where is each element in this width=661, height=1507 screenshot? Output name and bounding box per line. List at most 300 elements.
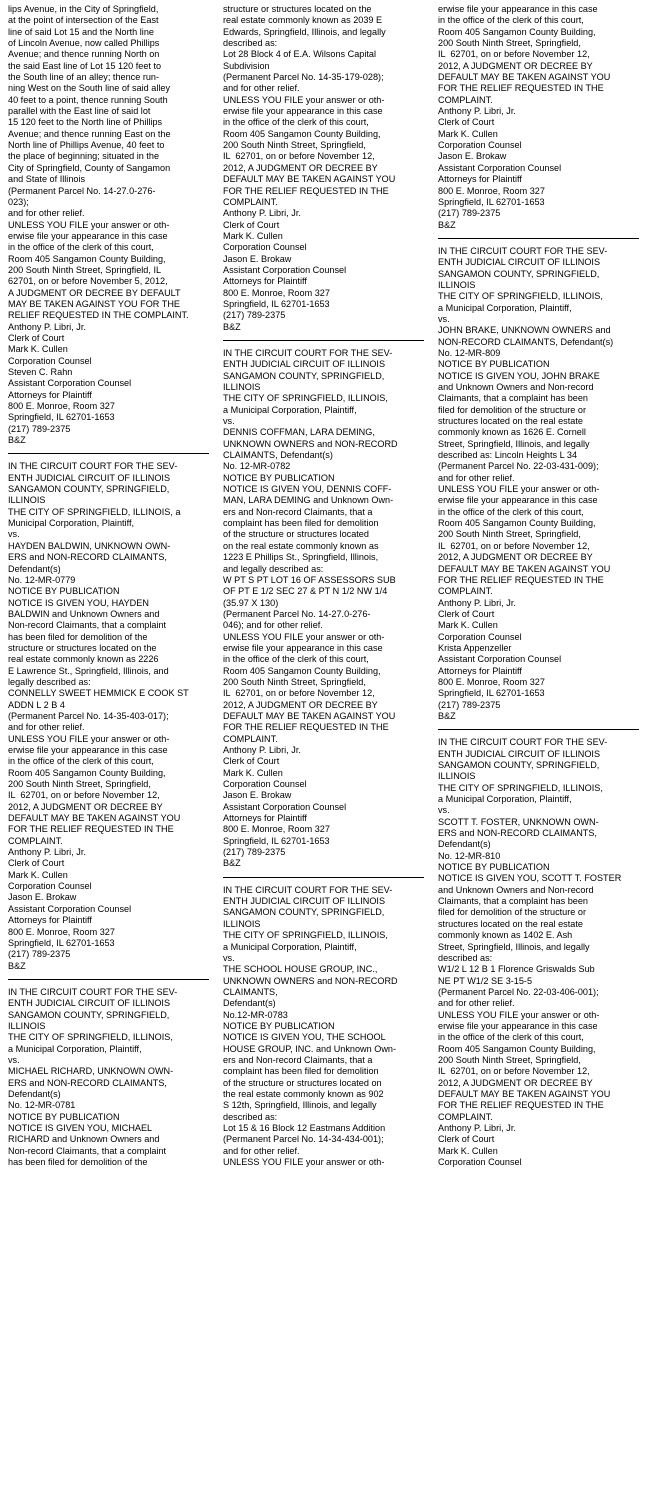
- notice-line: Room 405 Sangamon County Building,: [8, 767, 166, 778]
- notice-line: commonly known as 1402 E. Ash: [438, 930, 573, 941]
- notice-line: NOTICE IS GIVEN YOU, SCOTT T. FOSTER: [438, 873, 622, 884]
- notice-line: Corporation Counsel: [223, 779, 307, 790]
- notice-line: Attorneys for Plaintiff: [223, 813, 307, 824]
- notice-line: 200 South Ninth Street, Springfield, IL: [8, 264, 162, 275]
- notice-line: NON-RECORD CLAIMANTS, Defendant(s): [438, 336, 614, 347]
- notice-line: structures located on the real estate: [438, 918, 583, 929]
- notice-line: complaint has been filed for demolition: [223, 1066, 379, 1077]
- notice-line: ERS and NON-RECORD CLAIMANTS,: [8, 552, 167, 563]
- notice-line: COMPLAINT.: [438, 586, 493, 597]
- notice-line: Attorneys for Plaintiff: [8, 389, 92, 400]
- notice-line: Defendant(s): [8, 1088, 61, 1099]
- notice-line: Springfield, IL 62701-1653: [438, 196, 545, 207]
- notice-line: No. 12-MR-0782: [223, 461, 291, 472]
- notice-line: SCOTT T. FOSTER, UNKNOWN OWN-: [438, 816, 599, 827]
- notice-line: Street, Springfield, Illinois, and legally: [438, 941, 590, 952]
- notice-line: and for other relief.: [8, 208, 85, 219]
- notice-line: Jason E. Brokaw: [438, 151, 507, 162]
- legal-notice: [438, 246, 639, 722]
- notice-line: 046); and for other relief.: [223, 620, 323, 631]
- notice-line: 800 E. Monroe, Room 327: [223, 824, 330, 835]
- notice-line: Lot 15 & 16 Block 12 Eastmans Addition: [223, 1123, 386, 1133]
- notice-line: Attorneys for Plaintiff: [223, 276, 307, 287]
- notice-line: Clerk of Court: [438, 1134, 495, 1145]
- notice-line: No. 12-MR-809: [438, 347, 501, 358]
- notice-line: COMPLAINT.: [223, 733, 278, 744]
- notice-line: erwise file your appearance in this case: [223, 106, 383, 117]
- notice-line: UNLESS YOU FILE your answer or oth-: [8, 733, 170, 744]
- notice-line: in the office of the clerk of this court,: [438, 1032, 584, 1043]
- notice-line: Assistant Corporation Counsel: [8, 903, 132, 914]
- notice-line: Assistant Corporation Counsel: [438, 654, 562, 665]
- notice-line: line of said Lot 15 and the North line: [8, 26, 154, 37]
- notice-line: THE CITY OF SPRINGFIELD, ILLINOIS,: [438, 782, 603, 793]
- notice-line: IL 62701, on or before November 12,: [438, 1066, 590, 1077]
- notice-line: ILLINOIS: [223, 382, 261, 392]
- notice-line: THE CITY OF SPRINGFIELD, ILLINOIS,: [8, 1032, 173, 1043]
- notice-line: NE PT W1/2 SE 3-15-5: [438, 975, 533, 986]
- notice-line: Springfield, IL 62701-1653: [223, 298, 330, 309]
- notice-line: RICHARD and Unknown Owners and: [8, 1134, 160, 1145]
- notice-line: 15 120 feet to the North line of Phillips: [8, 117, 163, 128]
- notice-line: HAYDEN BALDWIN, UNKNOWN OWN-: [8, 540, 171, 551]
- notice-line: Springfield, IL 62701-1653: [8, 937, 115, 948]
- notice-line: Lot 28 Block 4 of E.A. Wilsons Capital: [223, 49, 377, 60]
- notice-line: and for other relief.: [438, 472, 515, 483]
- notice-line: Subdivision: [223, 60, 270, 71]
- notice-line: Mark K. Cullen: [8, 344, 68, 355]
- notice-column: [223, 4, 424, 1503]
- notice-line: Anthony P. Libri, Jr.: [438, 1123, 516, 1133]
- notice-line: Mark K. Cullen: [438, 620, 498, 631]
- notice-line: Clerk of Court: [8, 858, 65, 869]
- notice-line: 200 South Ninth Street, Springfield,: [8, 779, 151, 790]
- notice-line: DEFAULT MAY BE TAKEN AGAINST YOU: [223, 710, 396, 721]
- notice-line: lips Avenue, in the City of Springfield,: [8, 4, 159, 14]
- notice-line: in the office of the clerk of this court,: [223, 654, 369, 665]
- notice-divider: [438, 729, 639, 730]
- notice-line: DEFAULT MAY BE TAKEN AGAINST YOU: [438, 1088, 611, 1099]
- notice-line: 200 South Ninth Street, Springfield,: [438, 529, 581, 540]
- notice-line: IL 62701, on or before November 12,: [223, 688, 375, 699]
- notice-line: ning West on the South line of said alley: [8, 83, 171, 94]
- notice-line: Clerk of Court: [438, 608, 495, 619]
- notice-line: Mark K. Cullen: [223, 230, 283, 241]
- notice-line: THE CITY OF SPRINGFIELD, ILLINOIS, a: [8, 506, 181, 517]
- notice-line: ILLINOIS: [8, 1020, 46, 1031]
- notice-line: B&Z: [223, 321, 241, 332]
- notice-line: ENTH JUDICIAL CIRCUIT OF ILLINOIS: [223, 359, 386, 370]
- notice-line: FOR THE RELIEF REQUESTED IN THE: [438, 1100, 604, 1111]
- notice-line: erwise file your appearance in this case: [438, 4, 598, 14]
- notice-line: UNLESS YOU FILE your answer or oth-: [223, 94, 385, 105]
- notice-line: Assistant Corporation Counsel: [223, 801, 347, 812]
- notice-line: Steven C. Rahn: [8, 367, 73, 377]
- notice-line: ers and Non-record Claimants, that a: [223, 1054, 373, 1065]
- notice-line: UNKNOWN OWNERS and NON-RECORD: [223, 975, 398, 986]
- notice-line: SANGAMON COUNTY, SPRINGFIELD,: [438, 760, 600, 770]
- notice-line: Non-record Claimants, that a complaint: [8, 1145, 167, 1156]
- notice-line: real estate commonly known as 2039 E: [223, 15, 383, 26]
- notice-line: described as: Lincoln Heights L 34: [438, 450, 578, 461]
- notice-line: ERS and NON-RECORD CLAIMANTS,: [438, 828, 597, 839]
- notice-line: NOTICE IS GIVEN YOU, JOHN BRAKE: [438, 370, 600, 381]
- notice-line: 2012, A JUDGMENT OR DECREE BY: [223, 162, 378, 173]
- notice-line: Municipal Corporation, Plaintiff,: [8, 518, 135, 529]
- notice-line: FOR THE RELIEF REQUESTED IN THE: [8, 824, 174, 835]
- notice-line: DEFAULT MAY BE TAKEN AGAINST YOU: [223, 174, 396, 185]
- notice-line: Clerk of Court: [223, 756, 280, 767]
- notice-line: (Permanent Parcel No. 22-03-431-009);: [438, 461, 599, 472]
- notice-line: Defendant(s): [223, 998, 276, 1009]
- notice-line: FOR THE RELIEF REQUESTED IN THE: [438, 83, 604, 94]
- notice-line: CONNELLY SWEET HEMMICK E COOK ST: [8, 688, 189, 699]
- notice-line: structure or structures located on the: [223, 4, 372, 14]
- notice-line: NOTICE BY PUBLICATION: [223, 1020, 335, 1031]
- notice-line: THE SCHOOL HOUSE GROUP, INC.,: [223, 964, 378, 975]
- notice-line: 2012, A JUDGMENT OR DECREE BY: [438, 552, 593, 563]
- notice-line: Springfield, IL 62701-1653: [223, 835, 330, 846]
- notice-line: (Permanent Parcel No. 14-27.0-276-: [223, 608, 371, 619]
- notice-divider: [8, 453, 209, 454]
- notice-line: JOHN BRAKE, UNKNOWN OWNERS and: [438, 325, 611, 336]
- notice-line: the said East line of Lot 15 120 feet to: [8, 60, 162, 71]
- notice-line: A JUDGMENT OR DECREE BY DEFAULT: [8, 287, 181, 298]
- notice-line: FOR THE RELIEF REQUESTED IN THE: [223, 722, 389, 733]
- notice-line: NOTICE BY PUBLICATION: [8, 1111, 120, 1122]
- notice-line: Anthony P. Libri, Jr.: [8, 847, 86, 858]
- notice-line: 2012, A JUDGMENT OR DECREE BY: [438, 60, 593, 71]
- legal-notice: [8, 987, 209, 1169]
- notice-line: a Municipal Corporation, Plaintiff,: [8, 1043, 142, 1054]
- notice-line: erwise file your appearance in this case: [223, 642, 383, 653]
- notice-line: UNKNOWN OWNERS and NON-RECORD: [223, 438, 398, 449]
- notice-line: vs.: [438, 805, 450, 816]
- notice-line: at the point of intersection of the East: [8, 15, 159, 26]
- notice-line: Room 405 Sangamon County Building,: [223, 665, 381, 676]
- legal-notice: [8, 461, 209, 971]
- notice-line: COMPLAINT.: [438, 1111, 493, 1122]
- notice-line: IN THE CIRCUIT COURT FOR THE SEV-: [223, 347, 393, 358]
- notice-line: Street, Springfield, Illinois, and legally: [438, 438, 590, 449]
- notice-line: 40 feet to a point, thence running South: [8, 94, 168, 105]
- notice-line: ers and Non-record Claimants, that a: [223, 506, 373, 517]
- notice-line: 2012, A JUDGMENT OR DECREE BY: [8, 801, 163, 812]
- notice-line: B&Z: [223, 858, 241, 869]
- legal-notice-continuation: [8, 4, 209, 446]
- notice-line: the South line of an alley; thence run-: [8, 72, 160, 83]
- notice-line: IN THE CIRCUIT COURT FOR THE SEV-: [223, 884, 393, 895]
- notice-line: parallel with the East line of said lot: [8, 106, 151, 117]
- notice-line: E Lawrence St., Springfield, Illinois, and: [8, 665, 169, 676]
- notice-line: COMPLAINT.: [438, 94, 493, 105]
- notice-line: (Permanent Parcel No. 14-35-179-028);: [223, 72, 384, 83]
- notice-line: described as:: [223, 38, 278, 49]
- legal-notice: [223, 348, 424, 870]
- notice-line: has been filed for demolition of the: [8, 631, 148, 642]
- notice-line: real estate commonly known as 2226: [8, 654, 159, 665]
- notice-line: vs.: [223, 416, 235, 427]
- notice-line: 2012, A JUDGMENT OR DECREE BY: [438, 1077, 593, 1088]
- notice-line: has been filed for demolition of the: [8, 1157, 148, 1168]
- notice-line: NOTICE IS GIVEN YOU, DENNIS COFF-: [223, 484, 392, 495]
- notice-line: ERS and NON-RECORD CLAIMANTS,: [8, 1077, 167, 1088]
- notice-line: Jason E. Brokaw: [223, 253, 292, 264]
- notice-line: and for other relief.: [223, 1145, 300, 1156]
- notice-line: THE CITY OF SPRINGFIELD, ILLINOIS,: [223, 930, 388, 941]
- notice-line: COMPLAINT.: [223, 196, 278, 207]
- notice-line: W1/2 L 12 B 1 Florence Griswalds Sub: [438, 964, 595, 975]
- notice-line: legally described as:: [8, 676, 91, 687]
- notice-line: ENTH JUDICIAL CIRCUIT OF ILLINOIS: [8, 998, 171, 1009]
- notice-line: Corporation Counsel: [438, 631, 522, 642]
- notice-line: IL 62701, on or before November 12,: [438, 49, 590, 60]
- notice-line: IL 62701, on or before November 12,: [8, 790, 160, 801]
- notice-line: and legally described as:: [223, 563, 324, 574]
- notice-line: IL 62701, on or before November 12,: [438, 540, 590, 551]
- notice-line: in the office of the clerk of this court,: [8, 242, 154, 253]
- notice-line: ILLINOIS: [8, 495, 46, 506]
- notice-line: (217) 789-2375: [8, 949, 71, 960]
- notice-line: 200 South Ninth Street, Springfield,: [223, 676, 366, 687]
- notice-line: Jason E. Brokaw: [223, 790, 292, 801]
- notice-line: vs.: [223, 952, 235, 963]
- notice-line: structures located on the real estate: [438, 416, 583, 427]
- notice-line: Mark K. Cullen: [8, 869, 68, 880]
- notice-line: SANGAMON COUNTY, SPRINGFIELD,: [8, 484, 170, 495]
- notice-line: NOTICE BY PUBLICATION: [223, 472, 335, 483]
- notice-divider: [438, 238, 639, 239]
- notice-line: DEFAULT MAY BE TAKEN AGAINST YOU: [438, 563, 611, 574]
- notice-line: No.12-MR-0783: [223, 1009, 288, 1020]
- notice-line: Room 405 Sangamon County Building,: [438, 1043, 596, 1054]
- notice-line: ENTH JUDICIAL CIRCUIT OF ILLINOIS: [438, 748, 601, 759]
- notice-line: 62701, on or before November 5, 2012,: [8, 276, 168, 287]
- notice-line: and Unknown Owners and Non-record: [438, 884, 594, 895]
- notice-line: NOTICE BY PUBLICATION: [438, 359, 550, 370]
- notice-line: (217) 789-2375: [223, 847, 286, 858]
- notice-line: 800 E. Monroe, Room 327: [438, 676, 545, 687]
- notice-line: UNLESS YOU FILE your answer or oth-: [438, 1009, 600, 1020]
- notice-line: No. 12-MR-810: [438, 850, 501, 861]
- notice-line: and for other relief.: [223, 83, 300, 94]
- notice-line: Avenue; and thence running East on the: [8, 128, 171, 139]
- notice-line: Assistant Corporation Counsel: [438, 162, 562, 173]
- notice-line: Corporation Counsel: [438, 1157, 522, 1168]
- notice-line: Defendant(s): [438, 839, 491, 850]
- notice-line: OF PT E 1/2 SEC 27 & PT N 1/2 NW 1/4: [223, 586, 388, 597]
- notice-line: NOTICE BY PUBLICATION: [438, 862, 550, 873]
- notice-line: in the office of the clerk of this court,: [438, 15, 584, 26]
- notice-line: filed for demolition of the structure or: [438, 907, 586, 918]
- notice-line: 200 South Ninth Street, Springfield,: [438, 38, 581, 49]
- notice-line: (Permanent Parcel No. 14-35-403-017);: [8, 710, 169, 721]
- notice-line: Claimants, that a complaint has been: [438, 896, 588, 907]
- notice-line: Defendant(s): [8, 563, 61, 574]
- notice-line: NOTICE IS GIVEN YOU, MICHAEL: [8, 1123, 153, 1133]
- notice-line: complaint has been filed for demolition: [223, 518, 379, 529]
- notice-line: DEFAULT MAY BE TAKEN AGAINST YOU: [438, 72, 611, 83]
- notice-line: IN THE CIRCUIT COURT FOR THE SEV-: [8, 986, 178, 997]
- notice-line: B&Z: [438, 219, 456, 230]
- notice-line: Mark K. Cullen: [438, 128, 498, 139]
- notice-line: ILLINOIS: [223, 918, 261, 929]
- notice-line: (Permanent Parcel No. 14-34-434-001);: [223, 1134, 384, 1145]
- notice-line: Anthony P. Libri, Jr.: [8, 321, 86, 332]
- notice-line: Clerk of Court: [8, 332, 65, 343]
- notice-line: City of Springfield, County of Sangamon: [8, 162, 171, 173]
- notice-line: in the office of the clerk of this court,: [223, 117, 369, 128]
- notice-line: and for other relief.: [438, 998, 515, 1009]
- notice-line: DEFAULT MAY BE TAKEN AGAINST YOU: [8, 813, 181, 824]
- notice-line: UNLESS YOU FILE your answer or oth-: [438, 484, 600, 495]
- notice-line: Corporation Counsel: [8, 881, 92, 892]
- notice-column: [8, 4, 209, 1503]
- notice-line: (217) 789-2375: [438, 208, 501, 219]
- notice-line: the place of beginning; situated in the: [8, 151, 160, 162]
- notice-line: 2012, A JUDGMENT OR DECREE BY: [223, 699, 378, 710]
- notice-line: FOR THE RELIEF REQUESTED IN THE: [223, 185, 389, 196]
- notice-line: Springfield, IL 62701-1653: [438, 688, 545, 699]
- notice-line: COMPLAINT.: [8, 835, 63, 846]
- notice-line: Attorneys for Plaintiff: [438, 174, 522, 185]
- notice-line: vs.: [8, 1054, 20, 1065]
- notice-line: Anthony P. Libri, Jr.: [438, 106, 516, 117]
- notice-line: DENNIS COFFMAN, LARA DEMING,: [223, 427, 375, 438]
- notice-line: SANGAMON COUNTY, SPRINGFIELD,: [8, 1009, 170, 1020]
- notice-line: NOTICE BY PUBLICATION: [8, 586, 120, 597]
- notice-line: ILLINOIS: [438, 771, 476, 782]
- notice-line: Assistant Corporation Counsel: [223, 264, 347, 275]
- notice-line: HOUSE GROUP, INC. and Unknown Own-: [223, 1043, 397, 1054]
- notice-line: Assistant Corporation Counsel: [8, 378, 132, 389]
- notice-line: Springfield, IL 62701-1653: [8, 412, 115, 423]
- notice-line: 800 E. Monroe, Room 327: [438, 185, 545, 196]
- notice-line: Clerk of Court: [438, 117, 495, 128]
- notice-line: Edwards, Springfield, Illinois, and legally: [223, 26, 386, 37]
- notice-line: CLAIMANTS, Defendant(s): [223, 450, 333, 461]
- notice-line: a Municipal Corporation, Plaintiff,: [223, 404, 357, 415]
- notice-line: Avenue; and thence running North on: [8, 49, 160, 60]
- notice-line: described as:: [223, 1111, 278, 1122]
- notice-line: Room 405 Sangamon County Building,: [438, 26, 596, 37]
- notice-line: (Permanent Parcel No. 14-27.0-276-: [8, 185, 156, 196]
- notice-line: in the office of the clerk of this court,: [438, 506, 584, 517]
- notice-line: ENTH JUDICIAL CIRCUIT OF ILLINOIS: [223, 896, 386, 907]
- notice-line: (217) 789-2375: [438, 699, 501, 710]
- notice-line: erwise file your appearance in this case: [8, 230, 168, 241]
- notice-line: 023);: [8, 196, 29, 207]
- notice-line: UNLESS YOU FILE your answer or oth-: [223, 631, 385, 642]
- notice-line: in the office of the clerk of this court,: [8, 756, 154, 767]
- notice-line: No. 12-MR-0781: [8, 1100, 76, 1111]
- notice-line: W PT S PT LOT 16 OF ASSESSORS SUB: [223, 574, 396, 585]
- notice-line: structure or structures located on the: [8, 642, 157, 653]
- notice-line: erwise file your appearance in this case: [438, 1020, 598, 1031]
- notice-line: MAY BE TAKEN AGAINST YOU FOR THE: [8, 298, 180, 309]
- notice-line: a Municipal Corporation, Plaintiff,: [438, 794, 572, 805]
- notice-line: Mark K. Cullen: [438, 1145, 498, 1156]
- notice-line: Room 405 Sangamon County Building,: [8, 253, 166, 264]
- notice-line: Krista Appenzeller: [438, 642, 512, 653]
- notice-line: 800 E. Monroe, Room 327: [8, 926, 115, 937]
- notice-line: Attorneys for Plaintiff: [8, 915, 92, 926]
- notice-line: Claimants, that a complaint has been: [438, 393, 588, 404]
- notice-line: MAN, LARA DEMING and Unknown Own-: [223, 495, 394, 506]
- legal-notice-continuation: [223, 4, 424, 333]
- legal-notice: [438, 737, 639, 1168]
- notice-line: Mark K. Cullen: [223, 767, 283, 778]
- notice-line: Jason E. Brokaw: [8, 892, 77, 903]
- notice-line: commonly known as 1626 E. Cornell: [438, 427, 586, 438]
- notice-line: 800 E. Monroe, Room 327: [223, 287, 330, 298]
- notice-line: filed for demolition of the structure or: [438, 404, 586, 415]
- notice-divider: [223, 877, 424, 878]
- notice-line: ADDN L 2 B 4: [8, 699, 65, 710]
- notice-line: Corporation Counsel: [223, 242, 307, 253]
- notice-line: MICHAEL RICHARD, UNKNOWN OWN-: [8, 1066, 174, 1077]
- notice-line: Corporation Counsel: [438, 140, 522, 151]
- notice-line: a Municipal Corporation, Plaintiff,: [438, 302, 572, 313]
- notice-line: on the real estate commonly known as: [223, 540, 379, 551]
- notice-line: THE CITY OF SPRINGFIELD, ILLINOIS,: [223, 393, 388, 404]
- notice-line: Anthony P. Libri, Jr.: [223, 745, 301, 755]
- notice-line: S 12th, Springfield, Illinois, and legally: [223, 1100, 377, 1111]
- notice-line: and State of Illinois: [8, 174, 86, 185]
- notice-line: 200 South Ninth Street, Springfield,: [438, 1054, 581, 1065]
- notice-line: B&Z: [8, 960, 26, 971]
- notice-line: 800 E. Monroe, Room 327: [8, 401, 115, 412]
- notice-line: of the structure or structures located: [223, 529, 369, 540]
- notice-line: ENTH JUDICIAL CIRCUIT OF ILLINOIS: [438, 257, 601, 268]
- notice-line: Room 405 Sangamon County Building,: [223, 128, 381, 139]
- legal-notice-continuation: [438, 4, 639, 231]
- notice-line: (35.97 X 130): [223, 597, 279, 608]
- notice-line: (Permanent Parcel No. 22-03-406-001);: [438, 986, 599, 997]
- notice-line: SANGAMON COUNTY, SPRINGFIELD,: [438, 268, 600, 279]
- notice-line: of Lincoln Avenue, now called Phillips: [8, 38, 160, 49]
- notice-line: Clerk of Court: [223, 219, 280, 230]
- notice-line: 200 South Ninth Street, Springfield,: [223, 140, 366, 151]
- notice-line: IN THE CIRCUIT COURT FOR THE SEV-: [8, 461, 178, 472]
- notice-line: described as:: [438, 952, 493, 963]
- notice-line: the real estate commonly known as 902: [223, 1088, 384, 1099]
- notice-line: North line of Phillips Avenue, 40 feet to: [8, 140, 165, 151]
- notice-line: BALDWIN and Unknown Owners and: [8, 608, 160, 619]
- notice-line: IN THE CIRCUIT COURT FOR THE SEV-: [438, 245, 608, 256]
- notice-line: RELIEF REQUESTED IN THE COMPLAINT.: [8, 310, 189, 321]
- notice-line: SANGAMON COUNTY, SPRINGFIELD,: [223, 907, 385, 918]
- notice-line: ILLINOIS: [438, 279, 476, 290]
- notice-line: and for other relief.: [8, 722, 85, 733]
- notice-line: FOR THE RELIEF REQUESTED IN THE: [438, 574, 604, 585]
- notice-line: of the structure or structures located on: [223, 1077, 382, 1088]
- notice-line: vs.: [438, 313, 450, 324]
- notice-line: a Municipal Corporation, Plaintiff,: [223, 941, 357, 952]
- notice-line: erwise file your appearance in this case: [438, 495, 598, 506]
- notice-line: UNLESS YOU FILE your answer or oth-: [8, 219, 170, 230]
- notice-line: Non-record Claimants, that a complaint: [8, 620, 167, 631]
- notice-line: Corporation Counsel: [8, 355, 92, 366]
- notice-line: SANGAMON COUNTY, SPRINGFIELD,: [223, 370, 385, 381]
- notice-line: B&Z: [8, 435, 26, 446]
- notice-line: CLAIMANTS,: [223, 986, 278, 997]
- notice-line: Room 405 Sangamon County Building,: [438, 518, 596, 529]
- notice-line: B&Z: [438, 710, 456, 721]
- legal-notice: [223, 885, 424, 1169]
- notice-divider: [8, 979, 209, 980]
- notice-divider: [223, 340, 424, 341]
